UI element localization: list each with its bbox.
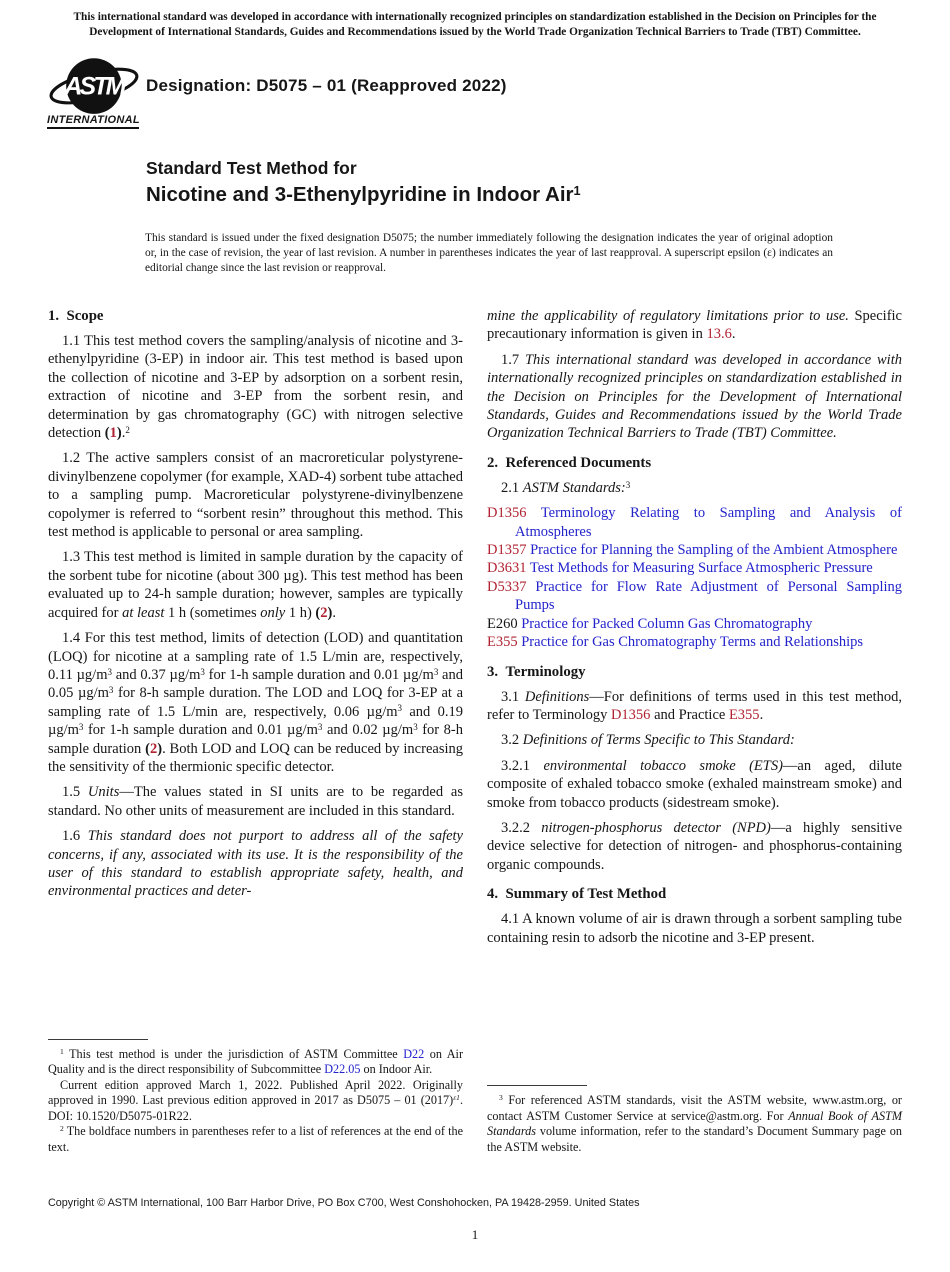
reference-item: [487, 578, 902, 615]
reference-link[interactable]: D5337: [487, 578, 527, 595]
paragraph-continuation: [487, 307, 902, 344]
right-column: [487, 307, 902, 1155]
text-run: on Indoor Air.: [360, 1062, 433, 1076]
text-run: 3: [413, 721, 418, 732]
paragraph: [487, 688, 902, 725]
footnote: [48, 1078, 463, 1125]
text-run: Specific precautionary information is given in: [487, 308, 902, 343]
text-run: 3: [200, 666, 205, 677]
text-run: —a highly sensitive device selective for detection of nitrogen- and phosphorus-containing organic compounds.: [487, 819, 902, 873]
text-run: environmental tobacco smoke (ETS): [543, 757, 783, 774]
text-run: (: [145, 740, 150, 757]
text-run: ): [157, 740, 163, 757]
text-run: 1.3 This test method is limited in sample duration by the capacity of the sorbent tube for nicotine (about 300 µg). This test method has been evaluated up to 24-h sample duration; however, samples are typically acquired for: [48, 549, 463, 621]
text-run: . Both LOD and LOQ can be reduced by increasing the sensitivity of the thermionic specific detector.: [48, 740, 463, 775]
paragraph: [48, 332, 463, 442]
text-run: 1 h): [285, 604, 316, 621]
text-run: at least: [122, 604, 165, 621]
text-run: ε1: [453, 1093, 460, 1103]
reference-link[interactable]: D22.05: [324, 1062, 361, 1076]
text-run: 1 h (sometimes: [164, 604, 261, 621]
text-run: for 8-h sample duration. The LOD and LOQ for 3-EP at a sampling rate of 1.5 L/min are, respectively, 0.06 µg/m: [48, 685, 464, 720]
text-run: mine the applicability of regulatory limitations prior to use.: [487, 308, 849, 324]
reference-link[interactable]: E355: [487, 634, 518, 651]
text-run: Units: [87, 784, 120, 801]
text-run: 4. Summary of Test Method: [487, 886, 667, 903]
text-run: .: [731, 326, 736, 343]
text-run: 3: [108, 685, 114, 695]
copyright-line: Copyright © ASTM International, 100 Barr Harbor Drive, PO Box C700, West Conshohocken, PA 19428-2959. United States: [48, 1197, 640, 1209]
footnote: [48, 1124, 463, 1155]
text-run: 2. Referenced Documents: [487, 454, 652, 471]
left-column-text: [48, 307, 463, 908]
astm-logo-text: ASTM: [64, 72, 124, 101]
text-run: The boldface numbers in parentheses refer to a list of references at the end of the text.: [48, 1124, 463, 1154]
text-run: .: [759, 706, 764, 723]
text-run: 1.7: [501, 351, 525, 368]
section-heading: [487, 454, 902, 472]
reference-link[interactable]: D1356: [487, 505, 527, 522]
text-run: 3: [107, 666, 112, 677]
text-run: E260: [487, 615, 518, 632]
text-run: .: [332, 604, 336, 621]
paragraph: [487, 757, 902, 812]
text-run: 2: [60, 1124, 64, 1134]
text-run: This international standard was developed in accordance with internationally recognized principles on standardization established in the Decision on Principles for the Development of International Standards, Guides and Recommendations issued by the World Trade Organization Technical Barriers to Trade (TBT) Committee.: [487, 351, 902, 442]
text-run: 1.1 This test method covers the sampling/analysis of nicotine and 3-ethenylpyridine (3-EP) in indoor air. This test method is based upon the collection of nicotine and 3-EP by adsorption on a sorbent resin, extraction of nicotine and 3-EP from the sorbent resin, and determination by gas chromatography (GC) with nitrogen selective detection: [48, 333, 463, 442]
title-block: [146, 156, 846, 209]
text-run: and 0.37 µg/m: [111, 666, 201, 683]
reference-link[interactable]: D3631: [487, 560, 527, 577]
text-run: Definitions of Terms Specific to This Standard:: [522, 732, 795, 749]
reference-link[interactable]: D1357: [487, 542, 527, 559]
reference-link[interactable]: D1356: [610, 706, 651, 723]
text-run: 1.2 The active samplers consist of an macroreticular polystyrene-divinylbenzene copolymer (for example, XAD-4) sorbent tube attached to a sampling pump. Macroreticular polystyrene-divinylbenzene copolymer is referred to “sorbent resin” throughout this method. This test method is applicable to personal or area sampling.: [48, 450, 463, 541]
paragraph: [487, 351, 902, 443]
reference-link[interactable]: Practice for Gas Chromatography Terms and Relationships: [521, 634, 864, 651]
designation: Designation: D5075 – 01 (Reapproved 2022): [146, 76, 507, 95]
text-run: 3: [317, 721, 323, 732]
text-run: 1.6: [62, 828, 88, 845]
text-run: for 8-h sample duration: [48, 722, 463, 757]
text-run: and 0.05 µg/m: [48, 666, 463, 702]
footnote-separator: [487, 1085, 587, 1086]
title-line2: [146, 181, 846, 209]
reference-item: [487, 633, 902, 651]
paragraph: [48, 827, 463, 901]
text-run: for 1-h sample duration and 0.01 µg/m: [204, 666, 434, 683]
text-run: Current edition approved March 1, 2022. Published April 2022. Originally approved in 1990. Last previous edition approved in 2017 as D5075 – 01 (2017): [48, 1077, 463, 1107]
text-run: 3: [78, 721, 84, 732]
text-run: [526, 505, 540, 521]
text-run: 3.2: [501, 732, 523, 749]
reference-link[interactable]: Practice for Planning the Sampling of the Ambient Atmosphere: [530, 542, 898, 559]
text-run: and Practice: [650, 706, 729, 723]
reference-link[interactable]: D22: [403, 1046, 425, 1061]
text-run: (: [104, 425, 110, 442]
paragraph: [48, 629, 463, 776]
reference-link[interactable]: 2: [149, 740, 158, 757]
text-run: —For definitions of terms used in this test method, refer to Terminology: [487, 688, 902, 723]
text-run: only: [260, 604, 286, 621]
text-run: For referenced ASTM standards, visit the ASTM website, www.astm.org, or contact ASTM Customer Service at service@astm.org. For: [487, 1093, 902, 1123]
text-run: 1.5: [62, 784, 88, 801]
text-run: ASTM Standards:: [522, 479, 626, 496]
right-column-text: [487, 307, 902, 954]
section-heading: [48, 307, 463, 325]
text-run: 3: [433, 666, 439, 677]
title-footnote-marker: 1: [573, 182, 581, 198]
reference-item: [487, 541, 902, 559]
section-heading: [487, 663, 902, 681]
left-column: [48, 307, 463, 1155]
paragraph: [487, 819, 902, 874]
text-run: ): [327, 604, 333, 621]
text-run: .: [121, 425, 126, 442]
footnote-separator: [48, 1039, 148, 1040]
title-line1: Standard Test Method for: [146, 158, 357, 178]
text-run: on Air Quality and is the direct responsibility of Subcommittee: [48, 1046, 463, 1076]
text-run: 1: [60, 1046, 64, 1056]
text-run: 3: [625, 479, 631, 490]
reference-item: [487, 559, 902, 577]
text-run: nitrogen-phosphorus detector (NPD): [541, 819, 771, 836]
text-run: 3.2.1: [501, 757, 544, 774]
text-run: This standard does not purport to address all of the safety concerns, if any, associated with its use. It is the responsibility of the user of this standard to establish appropriate safety, health, and environmental practices and deter-: [48, 828, 463, 900]
text-run: 1. Scope: [48, 308, 104, 324]
reference-link[interactable]: 2: [320, 604, 328, 621]
reference-link[interactable]: Test Methods for Measuring Surface Atmospheric Pressure: [529, 560, 873, 577]
reference-link[interactable]: 13.6: [706, 326, 732, 343]
reference-item: [487, 504, 902, 541]
astm-globe-icon: [47, 54, 139, 120]
text-run: and 0.02 µg/m: [322, 722, 414, 739]
issue-note: This standard is issued under the fixed designation D5075; the number immediately following the designation indicates the year of original adoption or, in the case of revision, the year of last revision. A number in parentheses indicates the year of last reapproval. A superscript epsilon (ε) indicates an editorial change since the last revision or reapproval.: [145, 232, 833, 274]
text-run: and 0.19 µg/m: [48, 703, 464, 739]
text-run: ): [116, 425, 122, 442]
text-run: Definitions: [524, 688, 590, 705]
paragraph: [487, 479, 902, 497]
footnote: [487, 1093, 902, 1155]
footnote: [48, 1047, 463, 1078]
text-run: 2.1: [501, 479, 523, 496]
paragraph: [48, 449, 463, 541]
text-run: —The values stated in SI units are to be regarded as standard. No other units of measurement are included in this standard.: [48, 784, 463, 819]
right-column-footnotes: [487, 1085, 902, 1155]
page-number: 1: [471, 1227, 479, 1242]
text-run: 4.1 A known volume of air is drawn through a sorbent sampling tube containing resin to adsorb the nicotine and 3-EP present.: [487, 911, 902, 946]
text-run: (: [315, 604, 321, 621]
text-run: 3. Terminology: [487, 663, 586, 680]
section-heading: [487, 885, 902, 903]
text-run: 3.2.2: [501, 819, 542, 836]
text-run: volume information, refer to the standard’s Document Summary page on the ASTM website.: [487, 1124, 902, 1154]
paragraph: [487, 910, 902, 947]
text-run: Annual Book of ASTM Standards: [487, 1108, 902, 1138]
text-run: 3.1: [501, 688, 525, 705]
paragraph: [487, 731, 902, 749]
reference-link[interactable]: Practice for Packed Column Gas Chromatography: [521, 615, 813, 632]
reference-link[interactable]: E355: [728, 706, 760, 723]
reference-link[interactable]: Practice for Flow Rate Adjustment of Personal Sampling Pumps: [515, 578, 903, 614]
text-run: 1.4 For this test method, limits of detection (LOD) and quantitation (LOQ) for nicotine at a sampling rate of 1.5 L/min are, respectively, 0.11 µg/m: [48, 630, 463, 683]
text-run: 3: [499, 1093, 503, 1103]
body-columns: [48, 307, 902, 1155]
astm-logo: [47, 54, 143, 129]
astm-logo-international-label: INTERNATIONAL: [47, 114, 139, 129]
text-run: This test method is under the jurisdiction of ASTM Committee: [63, 1046, 404, 1061]
paragraph: [48, 548, 463, 622]
title-text: Nicotine and 3-Ethenylpyridine in Indoor Air: [146, 183, 574, 206]
reference-link[interactable]: 1: [109, 425, 117, 442]
reference-link[interactable]: Terminology Relating to Sampling and Analysis of Atmospheres: [515, 505, 902, 540]
left-column-footnotes: [48, 1039, 463, 1156]
text-run: —an aged, dilute composite of exhaled tobacco smoke (exhaled mainstream smoke) and smoke from tobacco products (sidestream smoke).: [487, 757, 902, 811]
text-run: 2: [125, 424, 130, 435]
tbt-notice: This international standard was developed in accordance with internationally recognized principles on standardization established in the Decision on Principles for the Development of International Standards, Guides and Recommendations issued by the World Trade Organization Technical Barriers to Trade (TBT) Committee.: [73, 11, 877, 38]
text-run: 3: [397, 703, 403, 714]
paragraph: [48, 783, 463, 820]
reference-item: [487, 615, 902, 633]
text-run: for 1-h sample duration and 0.01 µg/m: [83, 722, 318, 739]
text-run: . DOI: 10.1520/D5075-01R22.: [48, 1093, 463, 1123]
